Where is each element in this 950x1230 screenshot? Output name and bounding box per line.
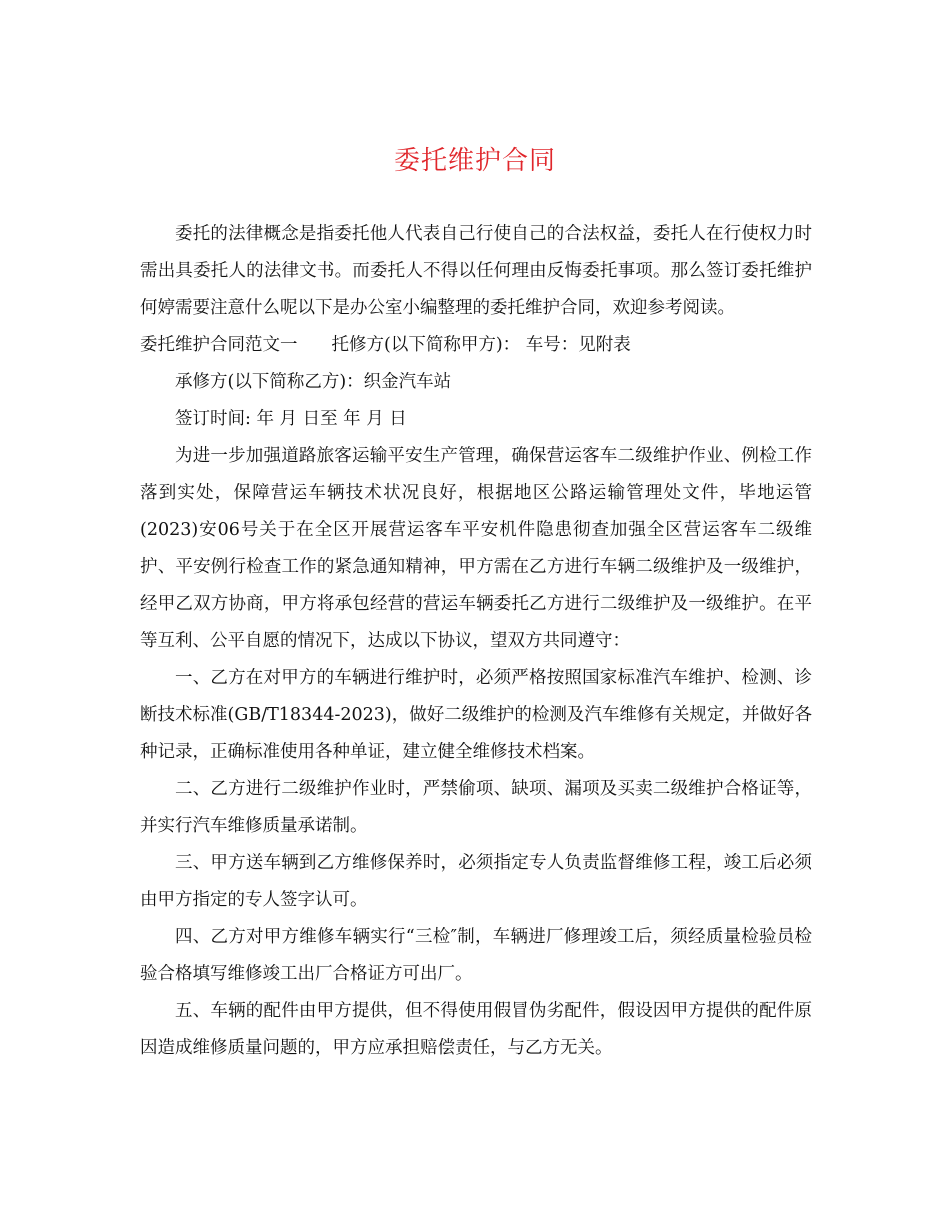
clause-paragraph: 一、乙方在对甲方的车辆进行维护时，必须严格按照国家标准汽车维护、检测、诊断技术标准(GB/T18344-2023)，做好二级维护的检测及汽车维修有关规定，并做好各种记录，正确标准使用各种单证，建立健全维修技术档案。 bbox=[140, 668, 812, 762]
sign-date-line: 签订时间: 年 月 日至 年 月 日 bbox=[175, 409, 407, 429]
party-b-line: 承修方(以下简称乙方)：织金汽车站 bbox=[175, 372, 452, 392]
preamble-paragraph: 为进一步加强道路旅客运输平安生产管理，确保营运客车二级维护作业、例检工作落到实处，保障营运车辆技术状况良好，根据地区公路运输管理处文件，毕地运管(2023)安06号关于在全区开展营运客车平安机件隐患彻查加强全区营运客车二级维护、平安例行检查工作的紧急通知精神，甲方需在乙方进行车辆二级维护及一级维护，经甲乙双方协商，甲方将承包经营的营运车辆委托乙方进行二级维护及一级维护。在平等互利、公平自愿的情况下，达成以下协议，望双方共同遵守： bbox=[140, 446, 812, 651]
document-body bbox=[140, 216, 812, 1067]
party-a-line: 托修方(以下简称甲方)： 车号：见附表 bbox=[331, 335, 631, 355]
clause-paragraph: 五、车辆的配件由甲方提供，但不得使用假冒伪劣配件，假设因甲方提供的配件原因造成维修质量问题的，甲方应承担赔偿责任，与乙方无关。 bbox=[140, 1001, 812, 1058]
sample-heading-line bbox=[140, 327, 812, 364]
clause-paragraph: 二、乙方进行二级维护作业时，严禁偷项、缺项、漏项及买卖二级维护合格证等，并实行汽车维修质量承诺制。 bbox=[140, 779, 812, 836]
intro-paragraph: 委托的法律概念是指委托他人代表自己行使自己的合法权益，委托人在行使权力时需出具委托人的法律文书。而委托人不得以任何理由反悔委托事项。那么签订委托维护何婷需要注意什么呢以下是办公室小编整理的委托维护合同，欢迎参考阅读。 bbox=[140, 224, 812, 318]
clause-paragraph: 三、甲方送车辆到乙方维修保养时，必须指定专人负责监督维修工程，竣工后必须由甲方指定的专人签字认可。 bbox=[140, 853, 812, 910]
document-title: 委托维护合同 bbox=[393, 146, 556, 176]
clause-paragraph: 四、乙方对甲方维修车辆实行“三检″制，车辆进厂修理竣工后，须经质量检验员检验合格填写维修竣工出厂合格证方可出厂。 bbox=[140, 927, 812, 984]
sample-heading: 委托维护合同范文一 bbox=[140, 335, 298, 355]
